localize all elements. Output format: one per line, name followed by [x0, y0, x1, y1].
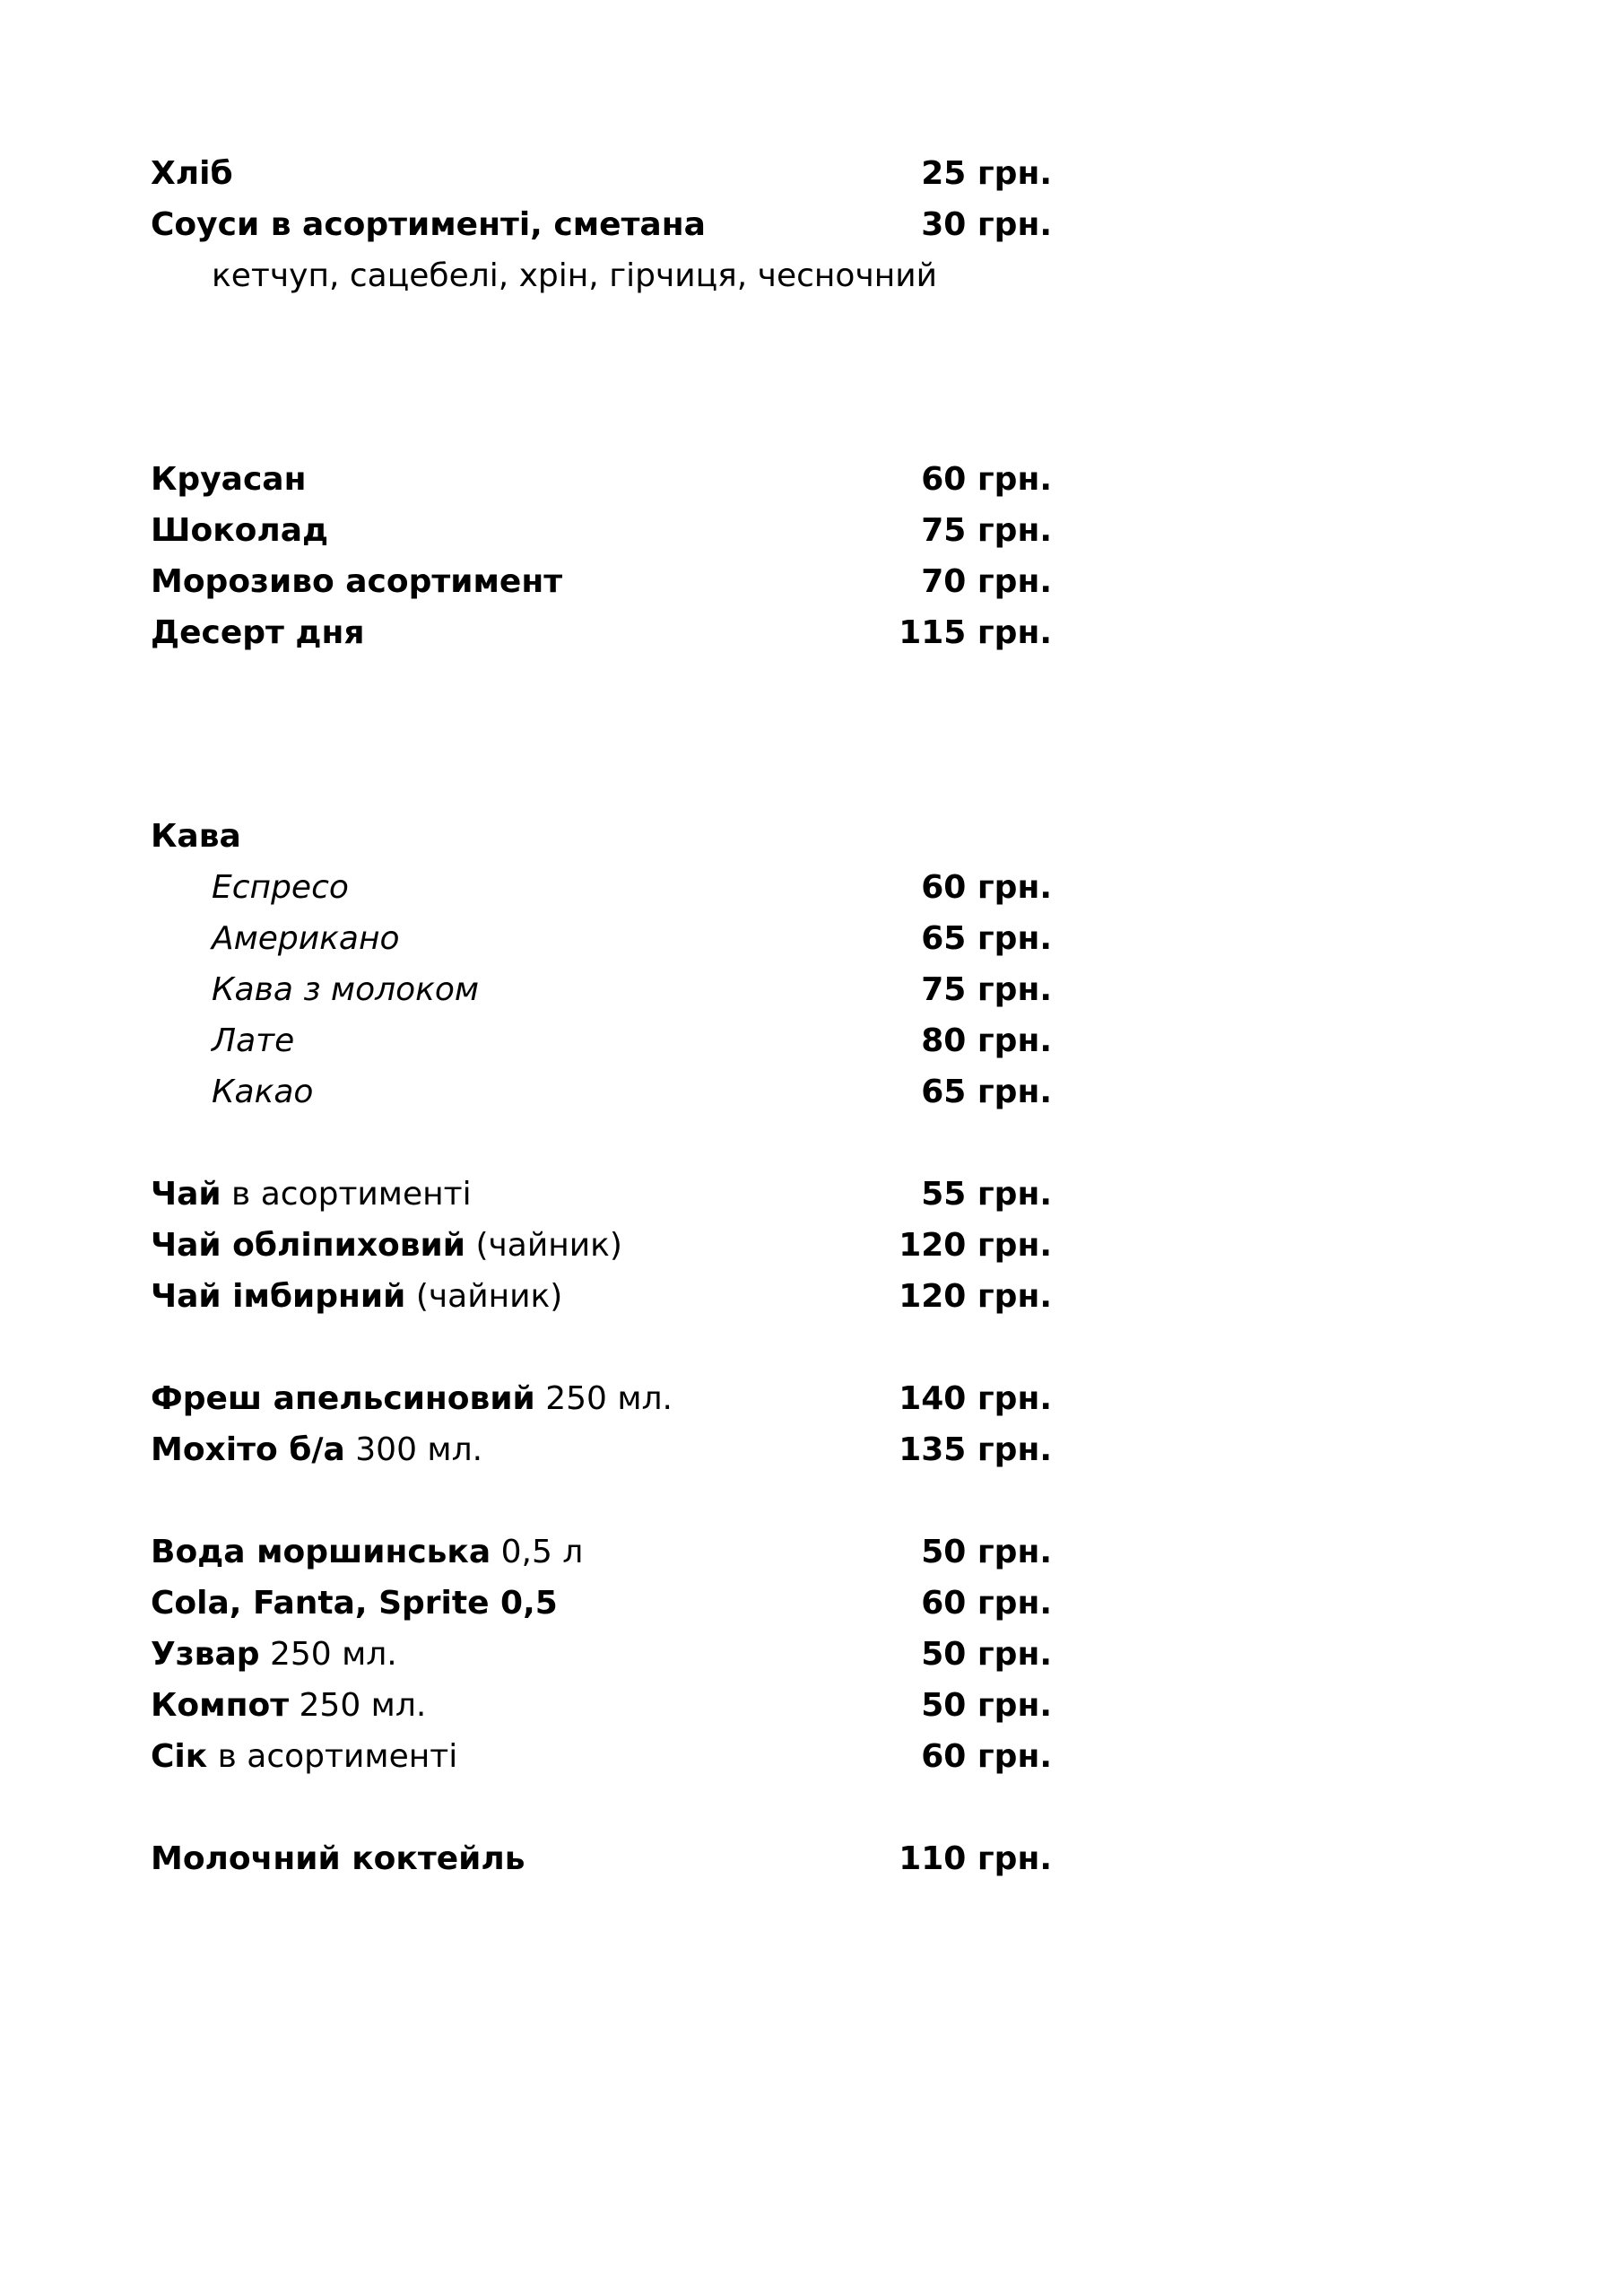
menu-item-ice-cream — [151, 556, 1052, 607]
menu-item-uzvar — [151, 1629, 1052, 1680]
item-name: Соуси в асортименті, сметана — [151, 206, 706, 243]
menu-item-sauces — [151, 199, 1052, 250]
item-price: 120 грн. — [899, 1278, 1052, 1315]
item-name: Хліб — [151, 155, 233, 192]
menu-item-sea-buckthorn-tea — [151, 1220, 1052, 1271]
menu-item-americano — [151, 913, 1052, 964]
item-name: Компот 250 мл. — [151, 1687, 427, 1724]
item-name: Узвар 250 мл. — [151, 1636, 397, 1673]
item-price: 65 грн. — [921, 920, 1052, 957]
item-price: 80 грн. — [921, 1022, 1052, 1059]
item-note: в асортименті — [207, 1738, 458, 1775]
item-note: 300 мл. — [344, 1431, 483, 1468]
menu-item-ginger-tea — [151, 1271, 1052, 1322]
item-price: 60 грн. — [921, 1738, 1052, 1775]
item-name: Чай імбирний (чайник) — [151, 1278, 563, 1315]
item-name: Американо — [212, 920, 400, 957]
item-name: Шоколад — [151, 512, 329, 549]
item-name: Вода моршинська 0,5 л — [151, 1534, 584, 1570]
item-note: 250 мл. — [289, 1687, 427, 1724]
menu-item-cocoa — [151, 1066, 1052, 1118]
menu-item-bread — [151, 148, 1052, 199]
menu-item-juice — [151, 1731, 1052, 1782]
item-price: 75 грн. — [921, 512, 1052, 549]
menu-item-latte — [151, 1015, 1052, 1066]
item-name: Молочний коктейль — [151, 1840, 525, 1877]
item-price: 75 грн. — [921, 971, 1052, 1008]
item-price: 25 грн. — [921, 155, 1052, 192]
menu-item-mojito — [151, 1424, 1052, 1475]
item-price: 50 грн. — [921, 1687, 1052, 1724]
item-name: Чай в асортименті — [151, 1176, 472, 1213]
menu-item-coffee-with-milk — [151, 964, 1052, 1015]
item-name: Десерт дня — [151, 614, 365, 651]
item-name: Круасан — [151, 461, 307, 498]
item-name: Cola, Fanta, Sprite 0,5 — [151, 1585, 558, 1622]
item-name: Фреш апельсиновий 250 мл. — [151, 1380, 673, 1417]
item-price: 70 грн. — [921, 563, 1052, 600]
item-price: 65 грн. — [921, 1074, 1052, 1110]
item-price: 115 грн. — [899, 614, 1052, 651]
item-name: Чай обліпиховий (чайник) — [151, 1227, 622, 1264]
menu-item-croissant — [151, 454, 1052, 505]
item-price: 60 грн. — [921, 869, 1052, 906]
menu-item-tea — [151, 1169, 1052, 1220]
menu-item-milkshake — [151, 1833, 1052, 1884]
item-name: Кава з молоком — [212, 971, 480, 1008]
item-price: 55 грн. — [921, 1176, 1052, 1213]
item-name: Какао — [212, 1074, 314, 1110]
item-name: Еспресо — [212, 869, 349, 906]
menu-item-dessert-of-day — [151, 607, 1052, 658]
menu-item-compote — [151, 1680, 1052, 1731]
sauce-description: кетчуп, сацебелі, хрін, гірчиця, чесночний — [212, 257, 938, 294]
item-price: 30 грн. — [921, 206, 1052, 243]
item-name: Морозиво асортимент — [151, 563, 563, 600]
item-price: 135 грн. — [899, 1431, 1052, 1468]
item-note: 250 мл. — [534, 1380, 673, 1417]
menu-item-espresso — [151, 862, 1052, 913]
item-note: (чайник) — [465, 1227, 622, 1264]
item-name: Мохіто б/а 300 мл. — [151, 1431, 483, 1468]
menu-item-water — [151, 1526, 1052, 1578]
item-price: 120 грн. — [899, 1227, 1052, 1264]
item-name: Сік в асортименті — [151, 1738, 458, 1775]
item-price: 110 грн. — [899, 1840, 1052, 1877]
item-name: Лате — [212, 1022, 295, 1059]
item-note: 250 мл. — [259, 1636, 397, 1673]
item-price: 60 грн. — [921, 461, 1052, 498]
menu-item-chocolate — [151, 505, 1052, 556]
item-note: (чайник) — [405, 1278, 563, 1315]
item-price: 140 грн. — [899, 1380, 1052, 1417]
item-note: 0,5 л — [491, 1534, 584, 1570]
item-price: 50 грн. — [921, 1636, 1052, 1673]
section-heading-coffee: Кава — [151, 818, 241, 855]
menu-item-orange-fresh — [151, 1373, 1052, 1424]
item-price: 50 грн. — [921, 1534, 1052, 1570]
item-note: в асортименті — [221, 1176, 472, 1213]
item-price: 60 грн. — [921, 1585, 1052, 1622]
menu-item-soda — [151, 1578, 1052, 1629]
